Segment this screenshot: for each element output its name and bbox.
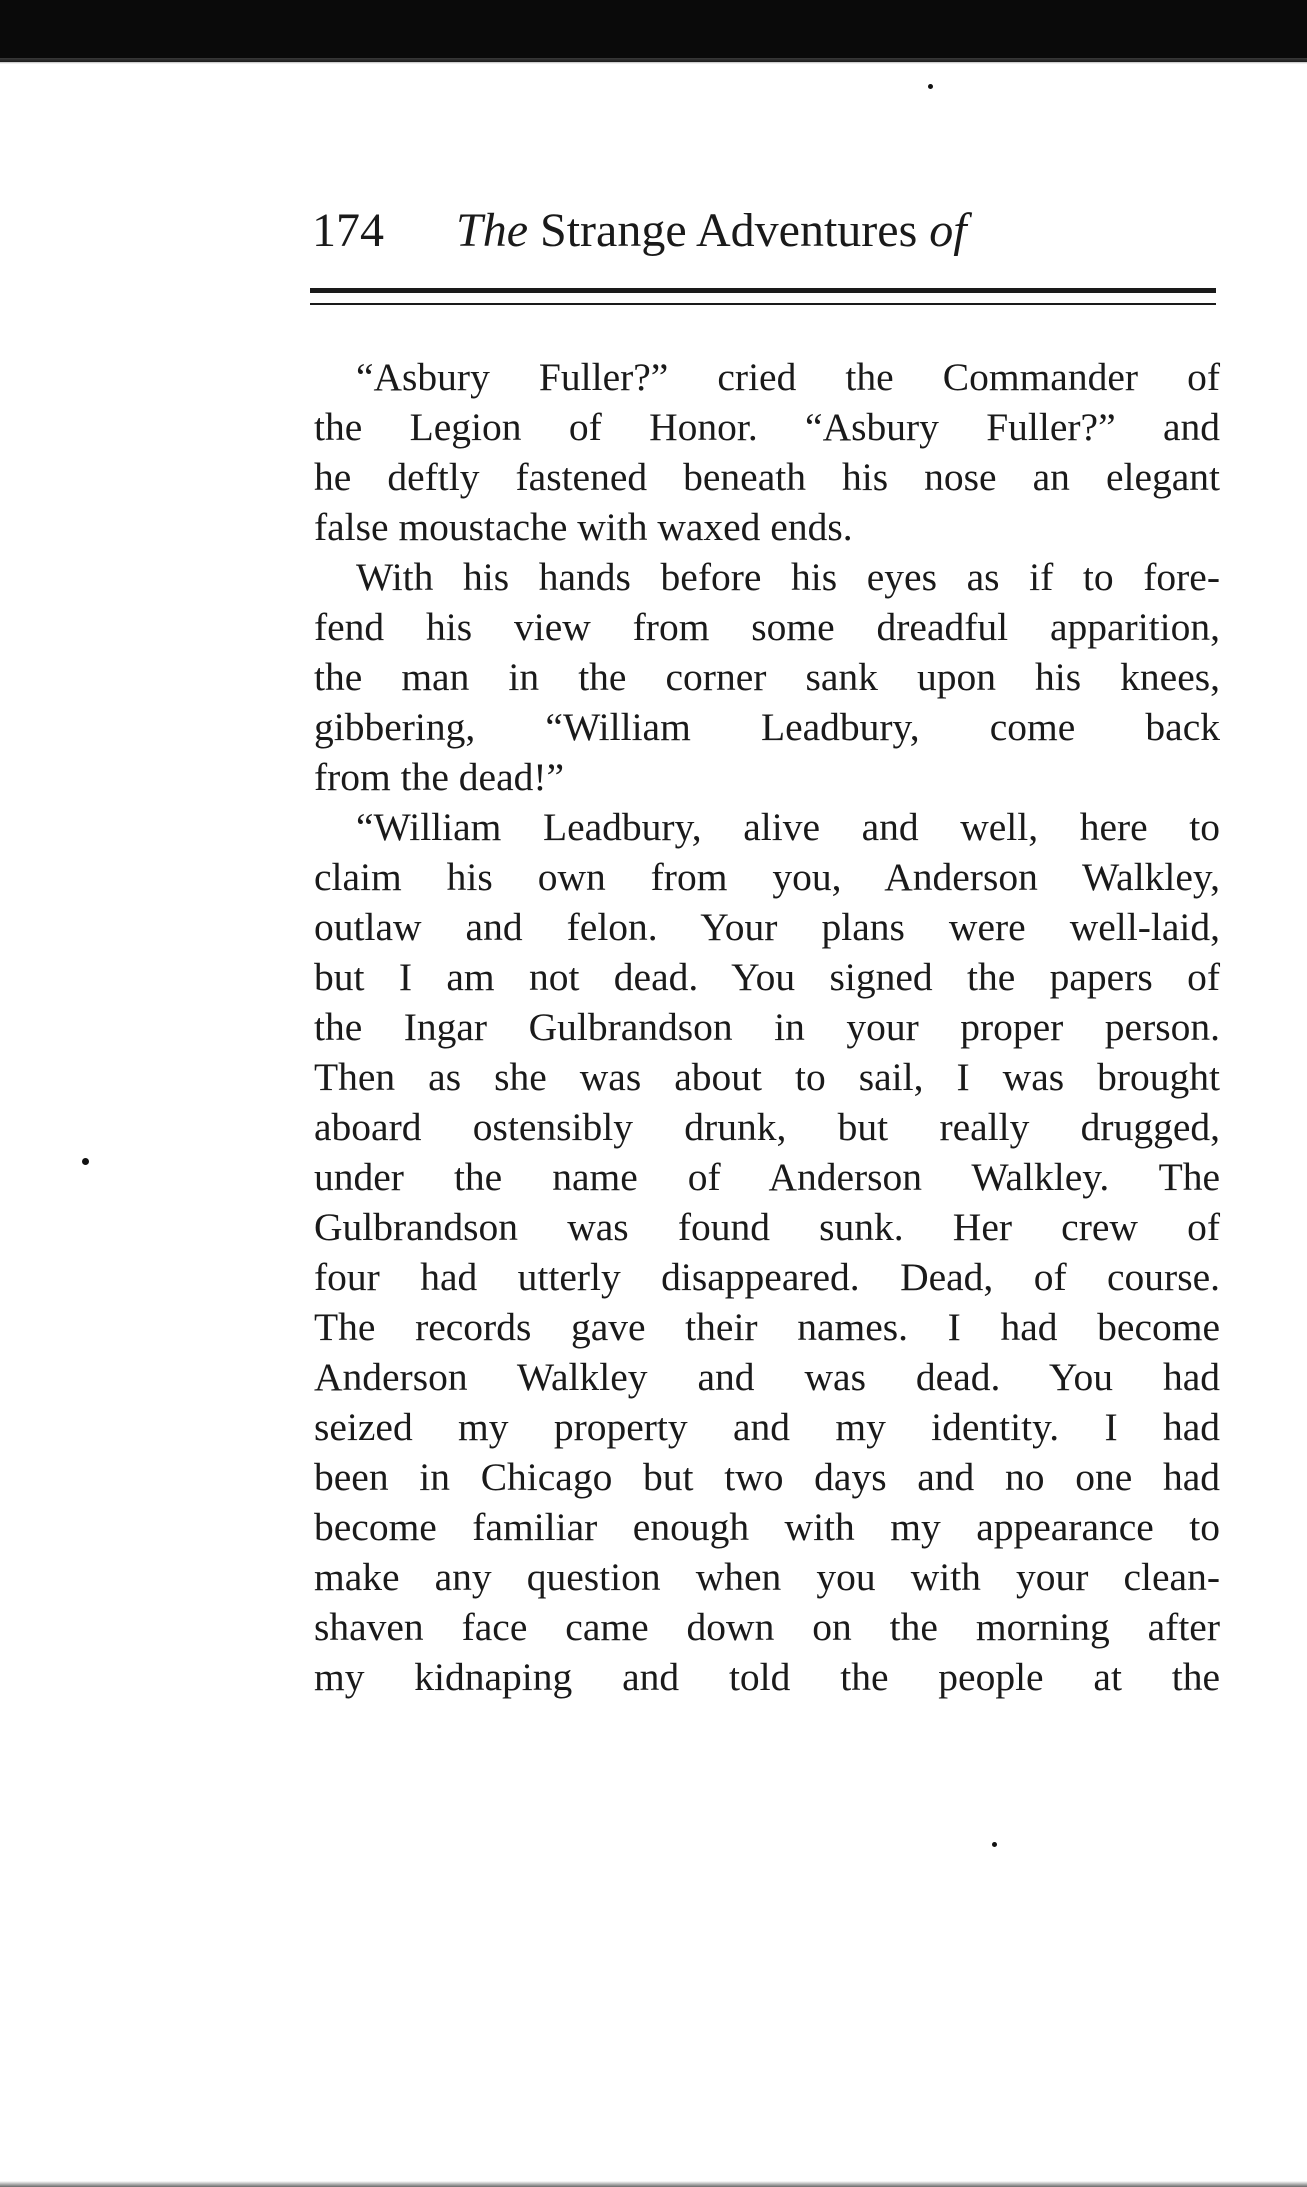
header-rule-thin — [310, 303, 1216, 305]
text-line: the Ingar Gulbrandson in your proper person. — [314, 1005, 1220, 1049]
page-number: 174 — [312, 204, 384, 257]
paragraph-2 — [314, 552, 1220, 802]
scan-top-edge-fray — [0, 58, 1307, 64]
scan-bottom-edge — [0, 2181, 1307, 2187]
text-line: but I am not dead. You signed the papers of — [314, 955, 1220, 999]
text-line: shaven face came down on the morning after — [314, 1605, 1220, 1649]
running-header — [312, 196, 1212, 266]
scan-top-edge — [0, 0, 1307, 62]
text-line: “William Leadbury, alive and well, here to — [356, 805, 1220, 849]
text-line: the Legion of Honor. “Asbury Fuller?” and — [314, 405, 1220, 449]
text-line: the man in the corner sank upon his knees, — [314, 655, 1220, 699]
print-speck — [992, 1842, 997, 1847]
header-title-of: of — [929, 204, 967, 257]
paragraph-1 — [314, 352, 1220, 552]
text-line: seized my property and my identity. I had — [314, 1405, 1220, 1449]
text-line: false moustache with waxed ends. — [314, 505, 853, 549]
header-rule-thick — [310, 288, 1216, 293]
text-line: Then as she was about to sail, I was brought — [314, 1055, 1220, 1099]
print-speck — [928, 84, 933, 89]
text-line: become familiar enough with my appearance to — [314, 1505, 1220, 1549]
paragraph-3 — [314, 802, 1220, 1702]
text-line: fend his view from some dreadful apparition, — [314, 605, 1220, 649]
header-title-the: The — [456, 204, 528, 257]
text-line: been in Chicago but two days and no one had — [314, 1455, 1220, 1499]
text-line: under the name of Anderson Walkley. The — [314, 1155, 1220, 1199]
text-line: from the dead!” — [314, 755, 565, 799]
text-line: outlaw and felon. Your plans were well-laid, — [314, 905, 1220, 949]
header-title-main: Strange Adventures — [540, 204, 918, 257]
text-line: gibbering, “William Leadbury, come back — [314, 705, 1220, 749]
text-line: he deftly fastened beneath his nose an elegant — [314, 455, 1220, 499]
print-speck — [82, 1158, 89, 1165]
body-text — [314, 352, 1220, 1702]
text-line: my kidnaping and told the people at the — [314, 1655, 1220, 1699]
text-line: aboard ostensibly drunk, but really drugged, — [314, 1105, 1220, 1149]
text-line: “Asbury Fuller?” cried the Commander of — [356, 355, 1220, 399]
text-line: Gulbrandson was found sunk. Her crew of — [314, 1205, 1220, 1249]
text-line: make any question when you with your clean- — [314, 1555, 1220, 1599]
text-line: The records gave their names. I had become — [314, 1305, 1220, 1349]
text-line: With his hands before his eyes as if to fore- — [356, 555, 1220, 599]
text-line: Anderson Walkley and was dead. You had — [314, 1355, 1220, 1399]
text-line: claim his own from you, Anderson Walkley, — [314, 855, 1220, 899]
text-line: four had utterly disappeared. Dead, of course. — [314, 1255, 1220, 1299]
